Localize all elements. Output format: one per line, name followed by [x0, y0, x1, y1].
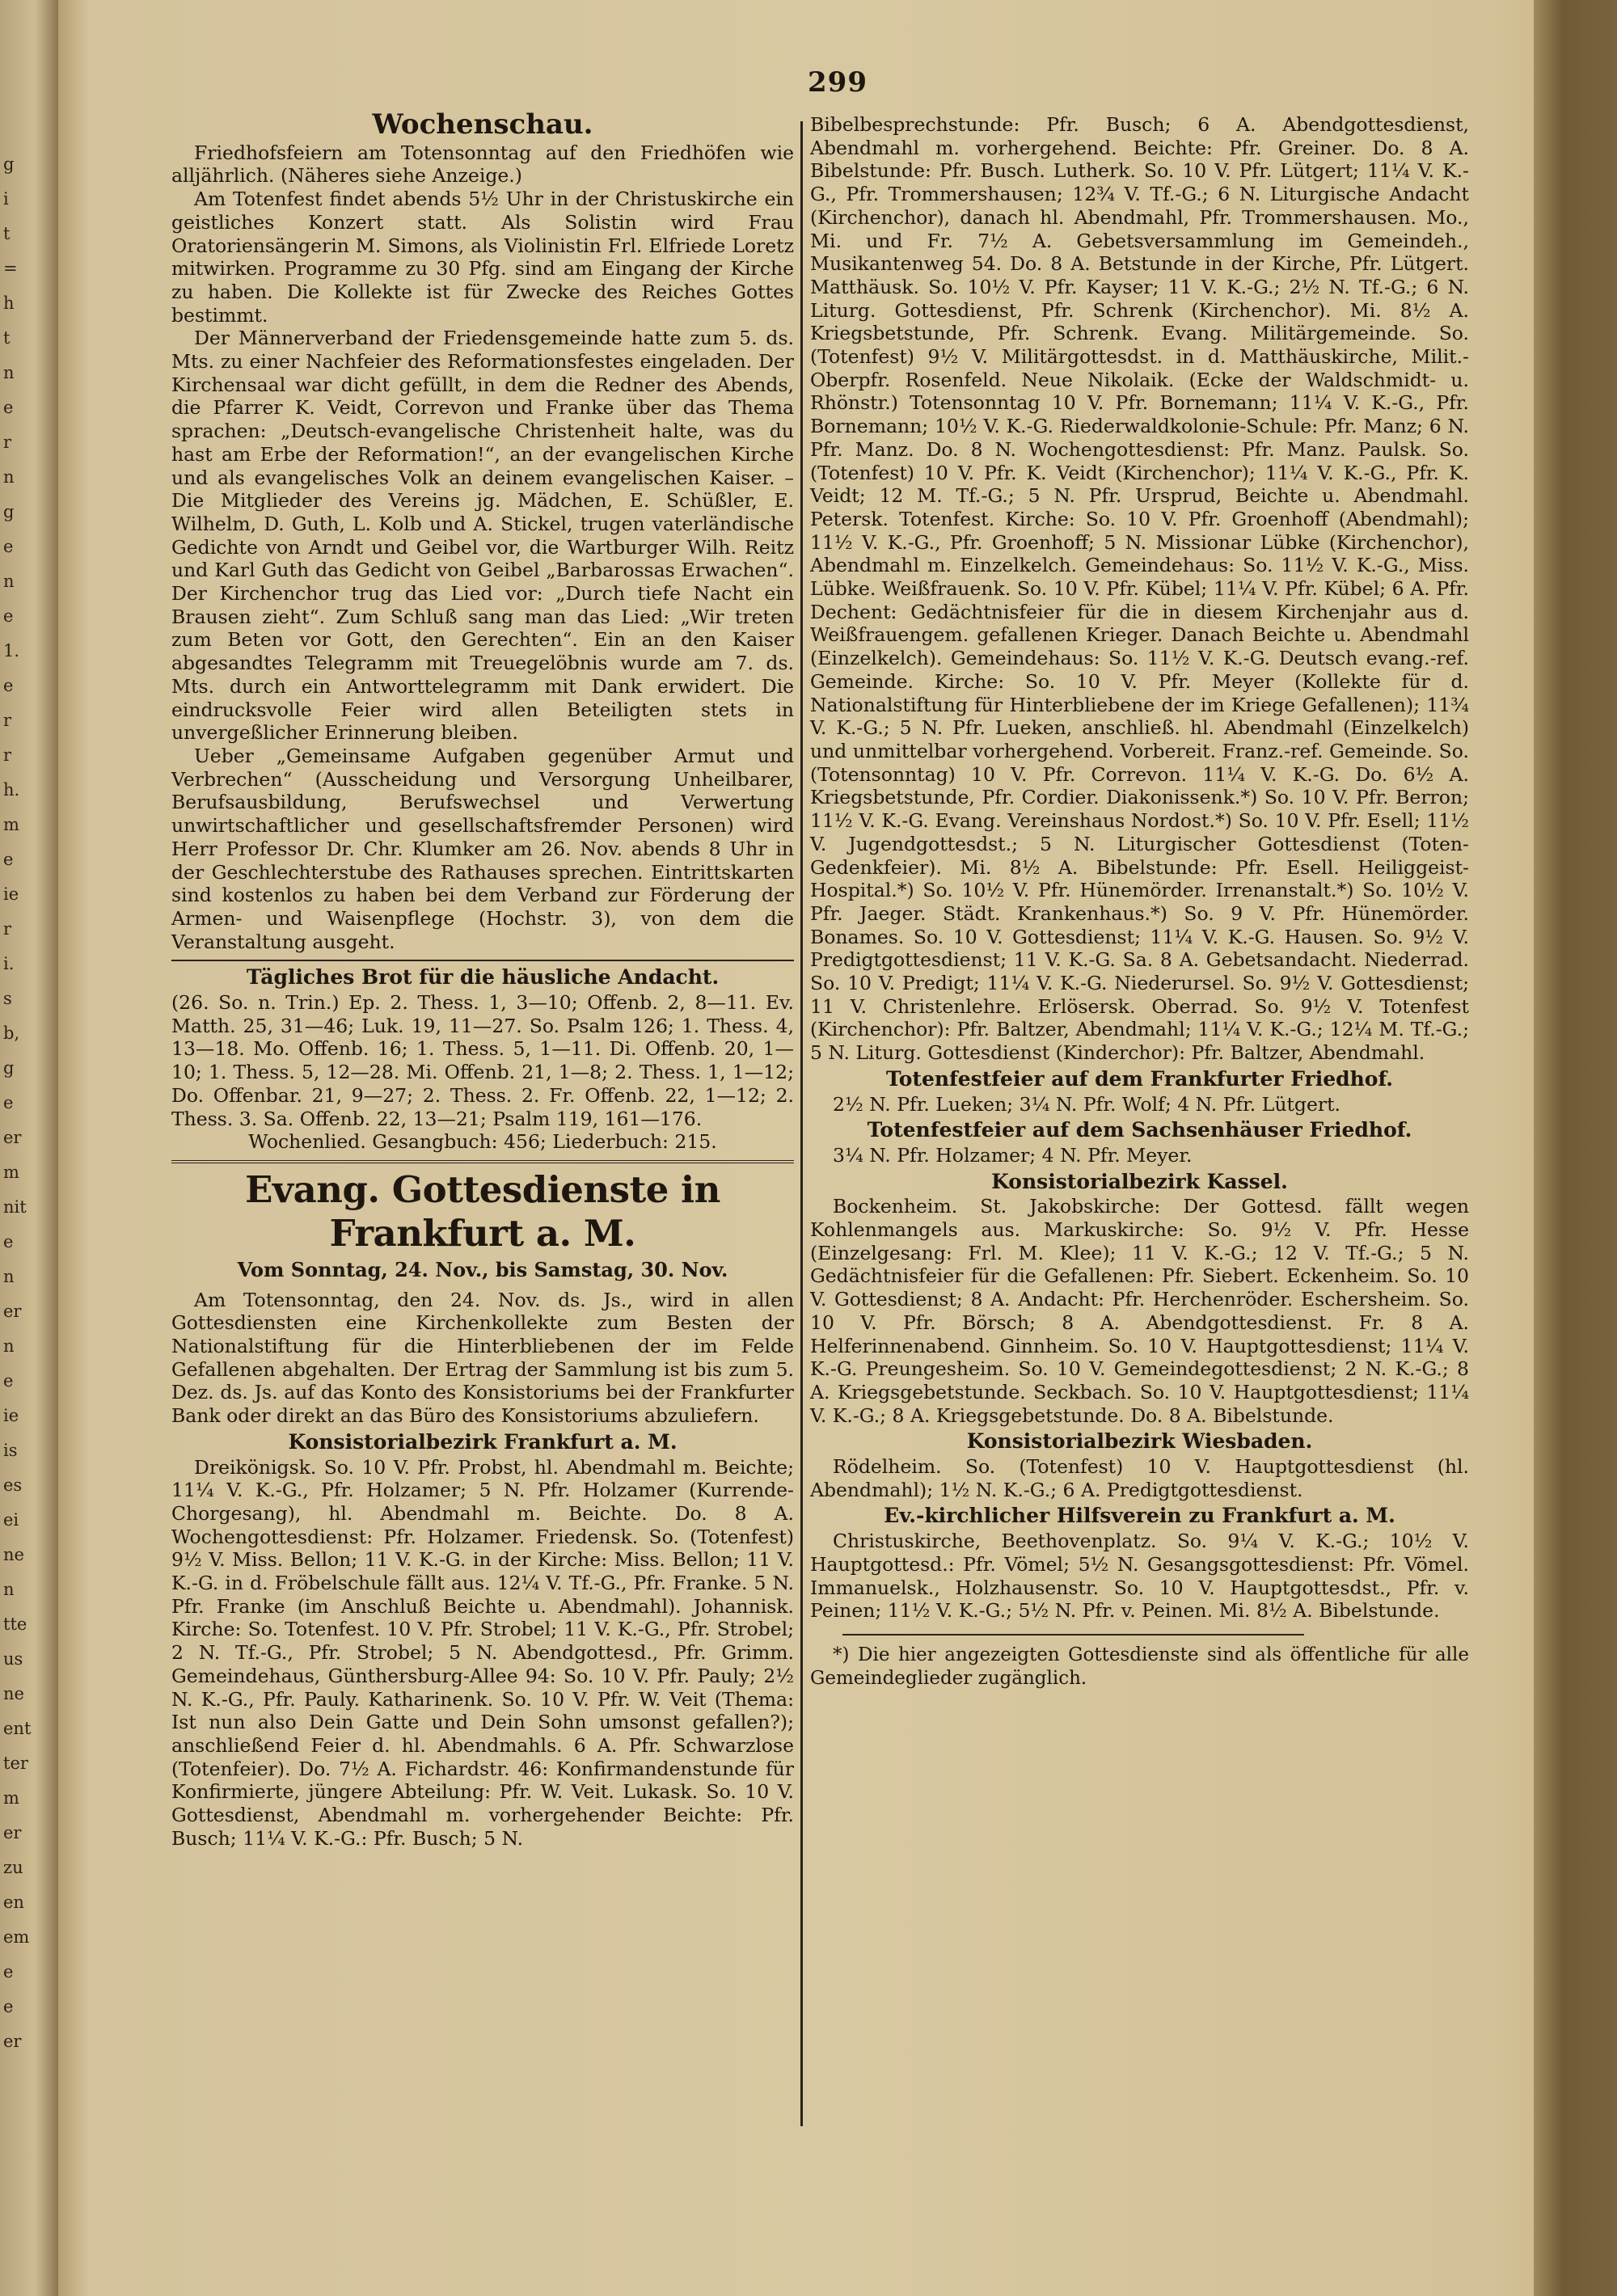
prev-page-fragment: us: [3, 1649, 23, 1669]
prev-page-fragment: e: [3, 850, 14, 869]
prev-page-fragment: 1.: [3, 641, 20, 661]
prev-page-fragment: e: [3, 606, 14, 626]
prev-page-fragment: es: [3, 1475, 23, 1495]
prev-page-fragment: n: [3, 1267, 15, 1286]
article-maennerverband: Der Männerverband der Friedensgemeinde hatte zum 5. ds. Mts. zu einer Nachfeier des Reformationsfestes eingeladen. Der Kirchensaal war dicht gefüllt, in dem die Redner des Abends, die Pfarrer K. Veidt, Correvon und Franke über das Thema sprachen: „Deutsch-evangelische Christenheit halte, was du hast am Erbe der Reformation!“, an der evangelischen Kirche und als evangelisches Volk an deinem evangelischen Kaiser. – Die Mitglieder des Vereins jg. Mädchen, E. Schüßler, E. Wilhelm, D. Guth, L. Kolb und A. Stickel, trugen vaterländische Gedichte von Arndt und Geibel vor, die Wartburger Wilh. Reitz und Karl Guth das Gedicht von Geibel „Barbarossas Erwachen“. Der Kirchenchor trug das Lied vor: „Durch tiefe Nacht ein Brausen zieht“. Zum Schluß sang man das Lied: „Wir treten zum Beten vor Gott, den Gerechten“. Ein an den Kaiser abgesandtes Telegramm mit Treuegelöbnis wurde am 7. ds. Mts. durch ein Antworttelegramm mit Dank erwidert. Die eindrucksvolle Feier wird allen Beteiligten stets in unvergeßlicher Erinnerung bleiben.: [171, 327, 794, 745]
newspaper-page: [58, 0, 1617, 2296]
prev-page-fragment: e: [3, 1093, 14, 1112]
listing-frankfurt: Dreikönigsk. So. 10 V. Pfr. Probst, hl. Abendmahl m. Beichte; 11¼ V. K.-G., Pfr. Holzamer; 5 N. Pfr. Holzamer (Kurrende-Chorgesang), hl. Abendmahl m. Beichte. Do. 8 A. Wochengottesdienst: Pfr. Holzamer. Friedensk. So. (Totenfest) 9½ V. Miss. Bellon; 11 V. K.-G. in der Kirche: Miss. Bellon; 11 V. K.-G. in d. Fröbelschule fällt aus. 12¼ V. Tf.-G., Pfr. Franke. 5 N. Pfr. Franke (im Anschluß Beichte u. Abendmahl). Johannisk. Kirche: So. Totenfest. 10 V. Pfr. Strobel; 11 V. K.-G., Pfr. Strobel; 2 N. Tf.-G., Pfr. Strobel; 5 N. Abendgottesd., Pfr. Grimm. Gemeindehaus, Günthersburg-Allee 94: So. 10 V. Pfr. Pauly; 2½ N. K.-G., Pfr. Pauly. Katharinenk. So. 10 V. Pfr. W. Veit (Thema: Ist nun also Dein Gatte und Dein Sohn umsonst gefallen?); anschließend Feier d. hl. Abendmahls. 6 A. Pfr. Schwarzlose (Totenfeier). Do. 7½ A. Fichardstr. 46: Konfirmandenstunde für Konfirmierte, jüngere Abteilung: Pfr. W. Veit. Lukask. So. 10 V. Gottesdienst, Abendmahl m. vorhergehender Beichte: Pfr. Busch; 11¼ V. K.-G.: Pfr. Busch; 5 N.: [171, 1455, 794, 1850]
prev-page-fragment: en: [3, 1893, 24, 1912]
footnote-rule: [842, 1634, 1304, 1635]
prev-page-fragment: er: [3, 1823, 22, 1842]
prev-page-fragment: ei: [3, 1510, 19, 1530]
wochenschau-title: Wochenschau.: [372, 108, 593, 141]
prev-page-fragment: ie: [3, 884, 19, 904]
prev-page-fragment: r: [3, 745, 12, 765]
gottesdienste-headline: Evang. Gottesdienste in Frankfurt a. M.: [245, 1167, 720, 1255]
konsistorial-frankfurt-title: Konsistorialbezirk Frankfurt a. M.: [288, 1429, 678, 1454]
prev-page-fragment: s: [3, 989, 12, 1008]
article-kollekte: Am Totensonntag, den 24. Nov. ds. Js., wird in allen Gottesdiensten eine Kirchenkollekte zum Besten der Nationalstiftung für die Hinterbliebenen der im Felde Gefallenen abgehalten. Der Ertrag der Sammlung ist bis zum 5. Dez. ds. Js. auf das Konto des Konsistoriums bei der Frankfurter Bank oder direkt an das Büro des Konsistoriums abzuliefern.: [171, 1288, 794, 1428]
prev-page-fragment: er: [3, 1302, 22, 1321]
prev-page-fragment: n: [3, 363, 15, 382]
dateline: Vom Sonntag, 24. Nov., bis Samstag, 30. Nov.: [237, 1257, 728, 1281]
right-column: [810, 113, 1469, 1690]
prev-page-fragment: nit: [3, 1197, 27, 1217]
prev-page-fragment: b,: [3, 1023, 20, 1043]
prev-page-fragment: ne: [3, 1545, 24, 1564]
prev-page-fragment: er: [3, 1128, 22, 1147]
prev-page-fragment: r: [3, 433, 12, 452]
prev-page-fragment: i: [3, 189, 9, 209]
prev-page-fragment: m: [3, 815, 19, 834]
prev-page-fragment: n: [3, 1336, 15, 1356]
prev-page-fragment: i.: [3, 954, 15, 973]
book-binding-edge: [1534, 0, 1617, 2296]
prev-page-fragment: r: [3, 711, 12, 730]
prev-page-fragment: e: [3, 1997, 14, 2016]
friedhof-title: Totenfestfeier auf dem Frankfurter Friedhof.: [885, 1066, 1394, 1091]
article-konzert: Am Totenfest findet abends 5½ Uhr in der Christuskirche ein geistliches Konzert statt. Als Solistin wird Frau Oratoriensängerin M. Simons, als Violinistin Frl. Elfriede Loretz mitwirken. Programme zu 30 Pfg. sind am Eingang der Kirche zu haben. Die Kollekte ist für Zwecke des Reiches Gottes bestimmt.: [171, 188, 794, 327]
prev-page-fragment: g: [3, 1058, 15, 1078]
prev-page-fragment: ie: [3, 1406, 19, 1425]
prev-page-fragment: ne: [3, 1684, 24, 1703]
prev-page-fragment: ter: [3, 1754, 28, 1773]
page-number: 299: [808, 66, 868, 99]
prev-page-fragment: n: [3, 1580, 15, 1599]
prev-page-fragment: tte: [3, 1614, 27, 1634]
prev-page-fragment: =: [3, 259, 18, 278]
prev-page-fragment: m: [3, 1788, 19, 1808]
column-rule: [800, 121, 803, 2126]
prev-page-fragment: g: [3, 154, 15, 174]
left-column: [171, 108, 794, 1851]
prev-page-fragment: n: [3, 467, 15, 487]
friedhof-times: 2½ N. Pfr. Lueken; 3¼ N. Pfr. Wolf; 4 N. Pfr. Lütgert.: [833, 1092, 1341, 1116]
prev-page-fragment: e: [3, 676, 14, 695]
listing-kassel: Bockenheim. St. Jakobskirche: Der Gottesd. fällt wegen Kohlenmangels aus. Markuskirche: So. 9½ V. Pfr. Hesse (Einzelgesang: Frl. M. Klee); 11 V. K.-G.; 12 V. Tf.-G.; 5 N. Gedächtnisfeier für die Gefallenen: Pfr. Siebert. Eckenheim. So. 10 V. Gottesdienst; 8 A. Andacht: Pfr. Herchenröder. Eschersheim. So. 10 V. Pfr. Börsch; 8 A. Abendgottesdienst. Fr. 8 A. Helferinnenabend. Ginnheim. So. 10 V. Hauptgottesdienst; 11¼ V. K.-G. Preungesheim. So. 10 V. Gemeindegottesdienst; 2 N. K.-G.; 8 A. Kriegsgebetstunde. Seckbach. So. 10 V. Hauptgottesdienst; 11¼ V. K.-G.; 8 A. Kriegsgebetstunde. Do. 8 A. Bibelstunde.: [810, 1195, 1469, 1427]
previous-page-edge: [0, 0, 58, 2296]
wiesbaden-title: Konsistorialbezirk Wiesbaden.: [966, 1429, 1313, 1454]
prev-page-fragment: h.: [3, 780, 20, 800]
prev-page-fragment: e: [3, 398, 14, 417]
prev-page-fragment: em: [3, 1927, 30, 1947]
prev-page-fragment: m: [3, 1163, 19, 1182]
brot-readings: (26. So. n. Trin.) Ep. 2. Thess. 1, 3—10; Offenb. 2, 8—11. Ev. Matth. 25, 31—46; Luk. 19, 11—27. So. Psalm 126; 1. Thess. 4, 13—18. Mo. Offenb. 16; 1. Thess. 5, 1—11. Di. Offenb. 20, 1—10; 1. Thess. 5, 12—28. Mi. Offenb. 21, 1—8; 2. Thess. 1, 1—12; Do. Offenbar. 21, 9—27; 2. Thess. 2. Fr. Offenb. 22, 1—12; 2. Thess. 3. Sa. Offenb. 22, 13—21; Psalm 119, 161—176.: [171, 991, 794, 1130]
prev-page-fragment: er: [3, 2032, 22, 2051]
listing-wiesbaden: Rödelheim. So. (Totenfest) 10 V. Hauptgottesdienst (hl. Abendmahl); 1½ N. K.-G.; 6 A. Predigtgottesdienst.: [810, 1455, 1469, 1501]
prev-page-fragment: g: [3, 502, 15, 521]
prev-page-fragment: is: [3, 1441, 18, 1460]
kassel-title: Konsistorialbezirk Kassel.: [991, 1169, 1288, 1193]
brot-title: Tägliches Brot für die häusliche Andacht.: [246, 965, 720, 990]
prev-page-fragment: e: [3, 1232, 14, 1251]
prev-page-fragment: h: [3, 293, 15, 313]
listing-frankfurt-continued: Bibelbesprechstunde: Pfr. Busch; 6 A. Abendgottesdienst, Abendmahl m. vorhergehend. Beichte: Pfr. Greiner. Do. 8 A. Bibelstunde: Pfr. Busch. Lutherk. So. 10 V. Pfr. Lütgert; 11¼ V. K.-G., Pfr. Trommershausen; 12¾ V. Tf.-G.; 6 N. Liturgische Andacht (Kirchenchor), danach hl. Abendmahl, Pfr. Trommershausen. Mo., Mi. und Fr. 7½ A. Gebetsversammlung im Gemeindeh., Musikantenweg 54. Do. 8 A. Betstunde in der Kirche, Pfr. Lütgert. Matthäusk. So. 10½ V. Pfr. Kayser; 11 V. K.-G.; 2½ N. Tf.-G.; 6 N. Liturg. Gottesdienst, Pfr. Schrenk (Kirchenchor). Mi. 8½ A. Kriegsbetstunde, Pfr. Schrenk. Evang. Militärgemeinde. So. (Totenfest) 9½ V. Militärgottesdst. in d. Matthäuskirche, Milit.-Oberpfr. Rosenfeld. Neue Nikolaik. (Ecke der Waldschmidt- u. Rhönstr.) Totensonntag 10 V. Pfr. Bornemann; 11¼ V. K.-G., Pfr. Bornemann; 10½ V. K.-G. Riederwaldkolonie-Schule: Pfr. Manz; 6 N. Pfr. Manz. Do. 8 N. Wochengottesdienst: Pfr. Manz. Paulsk. So. (Totenfest) 10 V. Pfr. K. Veidt (Kirchenchor); 11¼ V. K.-G., Pfr. K. Veidt; 12 M. Tf.-G.; 5 N. Pfr. Ursprud, Beichte u. Abendmahl. Petersk. Totenfest. Kirche: So. 10 V. Pfr. Groenhoff (Abendmahl); 11½ V. K.-G., Pfr. Groenhoff; 5 N. Missionar Lübke (Kirchenchor), Abendmahl m. Einzelkelch. Gemeindehaus: So. 11½ V. K.-G., Miss. Lübke. Weißfrauenk. So. 10 V. Pfr. Kübel; 11¼ V. Pfr. Kübel; 6 A. Pfr. Dechent: Gedächtnisfeier für die in diesem Kirchenjahr aus d. Weißfrauengem. gefallenen Krieger. Danach Beichte u. Abendmahl (Einzelkelch). Gemeindehaus: So. 11½ V. K.-G. Deutsch evang.-ref. Gemeinde. Kirche: So. 10 V. Pfr. Meyer (Kollekte für d. Nationalstiftung für Hinterbliebene der im Kriege Gefallenen); 11¾ V. K.-G.; 5 N. Pfr. Lueken, anschließ. hl. Abendmahl (Einzelkelch) und unmittelbar vorhergehend. Vorbereit. Franz.-ref. Gemeinde. So. (Totensonntag) 10 V. Pfr. Correvon. 11¼ V. K.-G. Do. 6½ A. Kriegsbetstunde, Pfr. Cordier. Diakonissenk.*) So. 10 V. Pfr. Berron; 11½ V. K.-G. Evang. Vereinshaus Nordost.*) So. 10 V. Pfr. Esell; 11½ V. Jugendgottesdst.; 5 N. Liturgischer Gottesdienst (Toten-Gedenkfeier). Mi. 8½ A. Bibelstunde: Pfr. Esell. Heiliggeist-Hospital.*) So. 10½ V. Pfr. Hünemörder. Irrenanstalt.*) So. 10½ V. Pfr. Jaeger. Städt. Krankenhaus.*) So. 9 V. Pfr. Hünemörder. Bonames. So. 10 V. Gottesdienst; 11¼ V. K.-G. Hausen. So. 9½ V. Predigtgottesdienst; 11 V. K.-G. Sa. 8 A. Gebetsandacht. Niederrad. So. 10 V. Predigt; 11¼ V. K.-G. Niederursel. So. 9½ V. Gottesdienst; 11 V. Christenlehre. Erlösersk. Oberrad. So. 9½ V. Totenfest (Kirchenchor): Pfr. Baltzer, Abendmahl; 11¼ V. K.-G.; 12¼ M. Tf.-G.; 5 N. Liturg. Gottesdienst (Kinderchor): Pfr. Baltzer, Abendmahl.: [810, 113, 1469, 1065]
prev-page-fragment: zu: [3, 1858, 23, 1877]
article-friedhofsfeiern: Friedhofsfeiern am Totensonntag auf den Friedhöfen wie alljährlich. (Näheres siehe Anzeige.): [171, 141, 794, 188]
footnote: *) Die hier angezeigten Gottesdienste sind als öffentliche für alle Gemeindeglieder zugänglich.: [810, 1644, 1469, 1689]
sachsenhausen-title: Totenfestfeier auf dem Sachsenhäuser Friedhof.: [867, 1118, 1412, 1142]
prev-page-fragment: r: [3, 919, 12, 939]
prev-page-fragment: n: [3, 572, 15, 591]
prev-page-fragment: t: [3, 328, 11, 348]
sachsenhausen-times: 3¼ N. Pfr. Holzamer; 4 N. Pfr. Meyer.: [833, 1143, 1193, 1167]
prev-page-fragment: e: [3, 537, 14, 556]
prev-page-fragment: e: [3, 1371, 14, 1391]
divider: [171, 960, 794, 961]
article-armut-verbrechen: Ueber „Gemeinsame Aufgaben gegenüber Armut und Verbrechen“ (Ausscheidung und Versorgung Unheilbarer, Berufsausbildung, Berufswechsel und Verwertung unwirtschaftlicher und gesellschaftsfremder Personen) wird Herr Professor Dr. Chr. Klumker am 26. Nov. abends 8 Uhr in der Geschlechterstube des Rathauses sprechen. Eintrittskarten sind kostenlos zu haben bei dem Verband zur Förderung der Armen- und Waisenpflege (Hochstr. 3), von dem die Veranstaltung ausgeht.: [171, 744, 794, 953]
listing-hilfsverein: Christuskirche, Beethovenplatz. So. 9¼ V. K.-G.; 10½ V. Hauptgottesd.: Pfr. Vömel; 5½ N. Gesangsgottesdienst: Pfr. Vömel. Immanuelsk., Holzhausenstr. So. 10 V. Hauptgottesdst., Pfr. v. Peinen; 11½ V. K.-G.; 5½ N. Pfr. v. Peinen. Mi. 8½ A. Bibelstunde.: [810, 1530, 1469, 1623]
divider: [171, 1160, 794, 1163]
prev-page-fragment: ent: [3, 1719, 32, 1738]
hilfsverein-title: Ev.-kirchlicher Hilfsverein zu Frankfurt a. M.: [884, 1504, 1395, 1528]
prev-page-fragment: t: [3, 224, 11, 243]
wochenlied: Wochenlied. Gesangbuch: 456; Liederbuch: 215.: [248, 1130, 717, 1154]
prev-page-fragment: e: [3, 1962, 14, 1982]
